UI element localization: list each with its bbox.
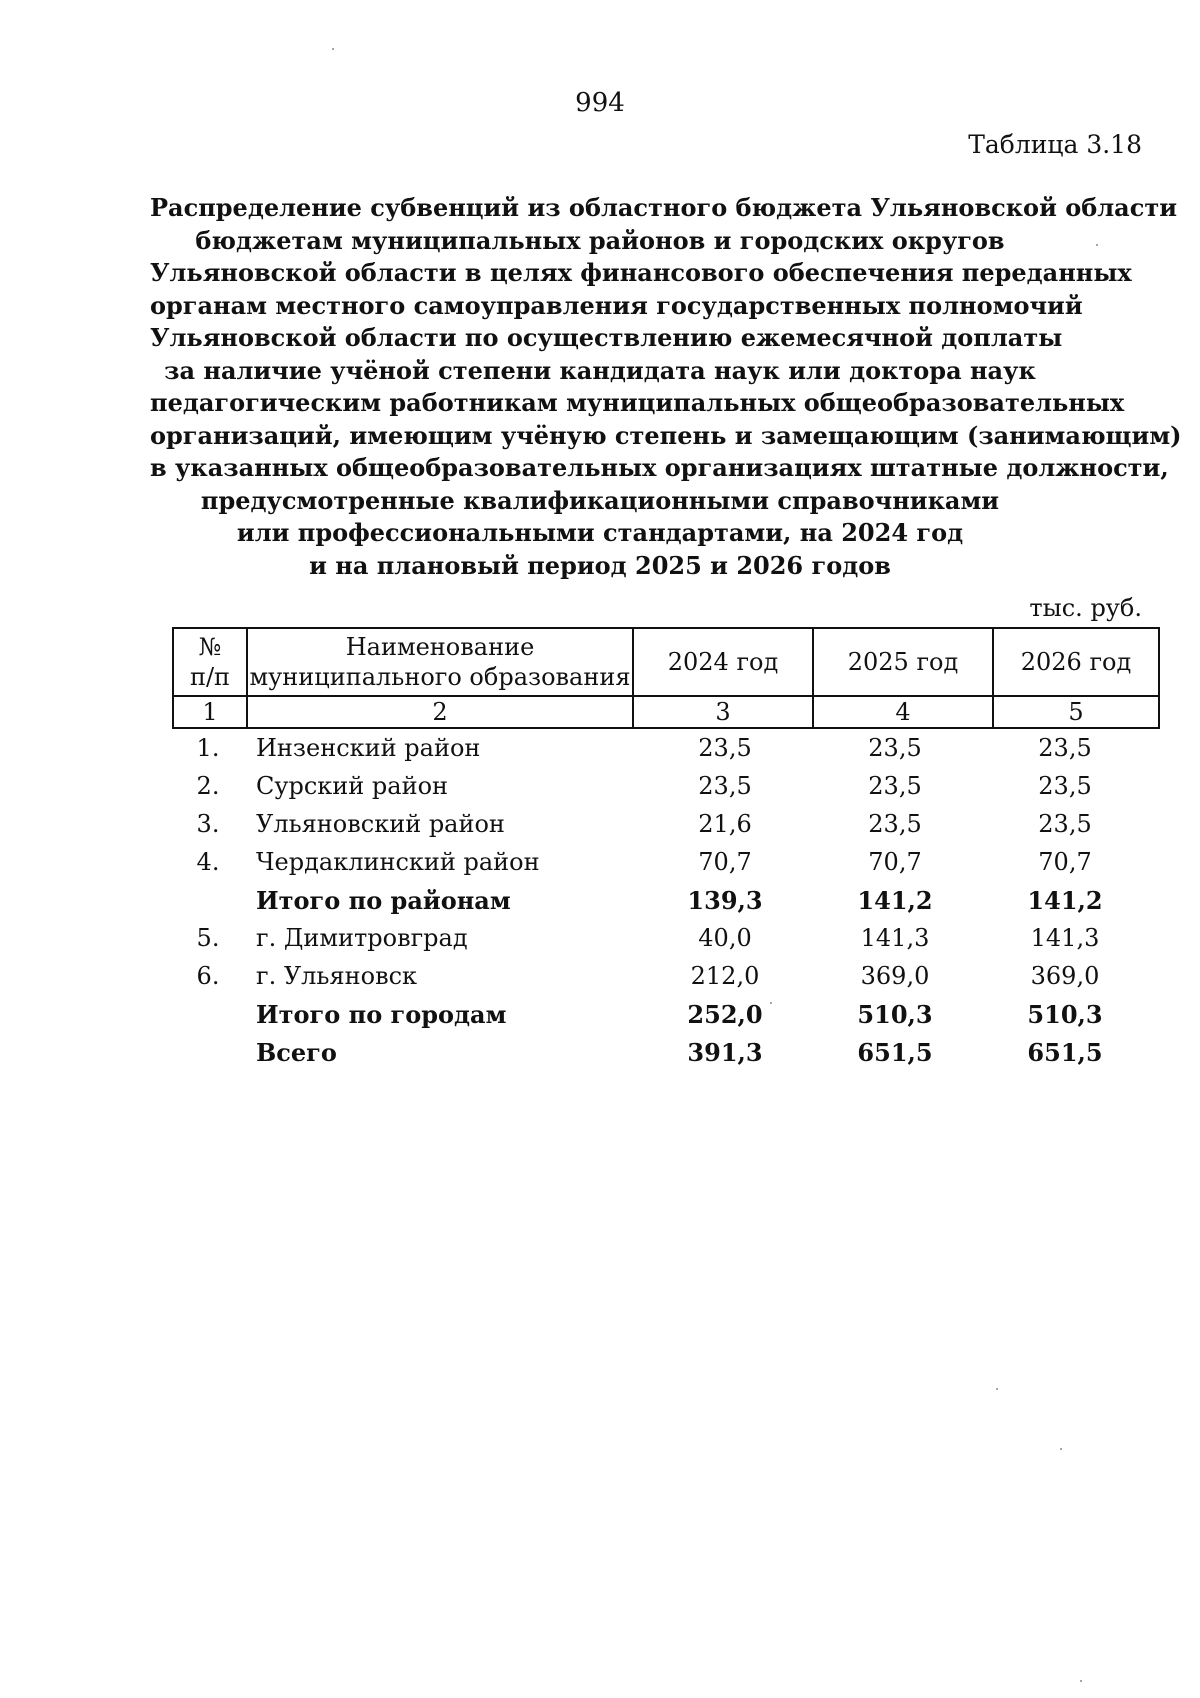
title-line: бюджетам муниципальных районов и городских округов xyxy=(195,225,1005,255)
scan-speck xyxy=(1096,244,1098,246)
scan-speck xyxy=(770,1002,772,1004)
table-row xyxy=(172,805,1150,843)
value-2024: 391,3 xyxy=(687,1037,763,1067)
value-2026: 23,5 xyxy=(1038,772,1092,800)
header-name-line1: Наименование xyxy=(345,633,535,661)
value-2024: 23,5 xyxy=(698,734,752,762)
title-line: или профессиональными стандартами, на 2024 год xyxy=(236,518,964,547)
title-line: Ульяновской области по осуществлению ежемесячной доплаты xyxy=(150,323,1063,352)
col-number: 3 xyxy=(633,696,813,728)
value-2024: 252,0 xyxy=(687,999,763,1029)
row-name: г. Ульяновск xyxy=(256,962,418,990)
title-line: органам местного самоуправления государственных полномочий xyxy=(150,290,1083,320)
header-row xyxy=(173,628,1159,696)
table-row xyxy=(172,919,1150,957)
row-name: Всего xyxy=(256,1037,337,1067)
value-2025: 651,5 xyxy=(857,1037,933,1067)
value-2024: 23,5 xyxy=(698,772,752,800)
scan-speck xyxy=(332,48,334,50)
value-2024: 212,0 xyxy=(690,962,760,990)
row-name: Итого по районам xyxy=(256,885,511,915)
title-line: Ульяновской области в целях финансового обеспечения переданных xyxy=(150,258,1132,287)
col-number: 5 xyxy=(993,696,1159,728)
table-row xyxy=(172,729,1150,767)
row-name: г. Димитровград xyxy=(256,924,468,952)
row-number: 5. xyxy=(196,924,220,952)
row-number xyxy=(172,881,244,919)
value-2025: 70,7 xyxy=(868,848,922,876)
value-2026: 141,2 xyxy=(1027,885,1103,915)
header-2026: 2026 год xyxy=(993,628,1159,696)
row-name: Чердаклинский район xyxy=(256,848,540,876)
title-line: за наличие учёной степени кандидата наук или доктора наук xyxy=(164,355,1036,385)
header-2024: 2024 год xyxy=(633,628,813,696)
table-row xyxy=(172,843,1150,881)
document-title xyxy=(150,192,1182,582)
col-number: 2 xyxy=(247,696,633,728)
row-number xyxy=(172,995,244,1033)
header-name xyxy=(247,628,633,696)
header-num-line1: № xyxy=(198,633,222,661)
value-2024: 40,0 xyxy=(698,924,752,952)
col-number: 1 xyxy=(173,696,247,728)
value-2025: 23,5 xyxy=(868,772,922,800)
scan-speck xyxy=(1080,1680,1082,1682)
table-row xyxy=(172,767,1150,805)
column-number-row xyxy=(173,696,1159,728)
row-number xyxy=(172,1033,244,1071)
row-name: Инзенский район xyxy=(256,734,481,762)
row-number: 4. xyxy=(196,848,220,876)
value-2026: 651,5 xyxy=(1027,1037,1103,1067)
title-line: педагогическим работникам муниципальных общеобразовательных xyxy=(150,388,1125,417)
title-line: Распределение субвенций из областного бюджета Ульяновской области xyxy=(150,193,1177,222)
value-2026: 23,5 xyxy=(1038,734,1092,762)
row-number: 3. xyxy=(196,810,220,838)
value-2026: 70,7 xyxy=(1038,848,1092,876)
units-label: тыс. руб. xyxy=(1029,594,1142,622)
value-2025: 141,2 xyxy=(857,885,933,915)
value-2026: 510,3 xyxy=(1027,999,1103,1029)
table-label: Таблица 3.18 xyxy=(968,130,1142,159)
table-total-row xyxy=(172,1033,1150,1071)
table-total-row xyxy=(172,995,1150,1033)
title-line: организаций, имеющим учёную степень и замещающим (занимающим) xyxy=(150,420,1182,450)
table-body xyxy=(172,729,1150,1071)
title-line: предусмотренные квалификационными справочниками xyxy=(200,485,1000,515)
value-2026: 141,3 xyxy=(1030,924,1100,952)
value-2025: 23,5 xyxy=(868,734,922,762)
scan-speck xyxy=(996,1388,998,1390)
value-2025: 23,5 xyxy=(868,810,922,838)
title-line: и на плановый период 2025 и 2026 годов xyxy=(309,550,891,580)
title-line: в указанных общеобразовательных организациях штатные должности, xyxy=(150,453,1169,482)
row-number: 2. xyxy=(196,772,220,800)
table-header xyxy=(172,627,1160,729)
value-2025: 141,3 xyxy=(860,924,930,952)
value-2026: 23,5 xyxy=(1038,810,1092,838)
header-num-line2: п/п xyxy=(189,663,231,691)
row-name: Сурский район xyxy=(256,772,449,800)
scan-speck xyxy=(1060,1448,1062,1450)
row-name: Итого по городам xyxy=(256,999,507,1029)
row-name: Ульяновский район xyxy=(256,810,505,838)
value-2026: 369,0 xyxy=(1030,962,1100,990)
row-number: 1. xyxy=(196,734,220,762)
header-2025: 2025 год xyxy=(813,628,993,696)
col-number: 4 xyxy=(813,696,993,728)
header-num xyxy=(173,628,247,696)
header-name-line2: муниципального образования xyxy=(249,663,631,691)
value-2024: 70,7 xyxy=(698,848,752,876)
value-2024: 21,6 xyxy=(698,810,752,838)
value-2025: 369,0 xyxy=(860,962,930,990)
value-2024: 139,3 xyxy=(687,885,763,915)
value-2025: 510,3 xyxy=(857,999,933,1029)
page-number: 994 xyxy=(575,88,625,118)
table-total-row xyxy=(172,881,1150,919)
row-number: 6. xyxy=(196,962,220,990)
table-row xyxy=(172,957,1150,995)
